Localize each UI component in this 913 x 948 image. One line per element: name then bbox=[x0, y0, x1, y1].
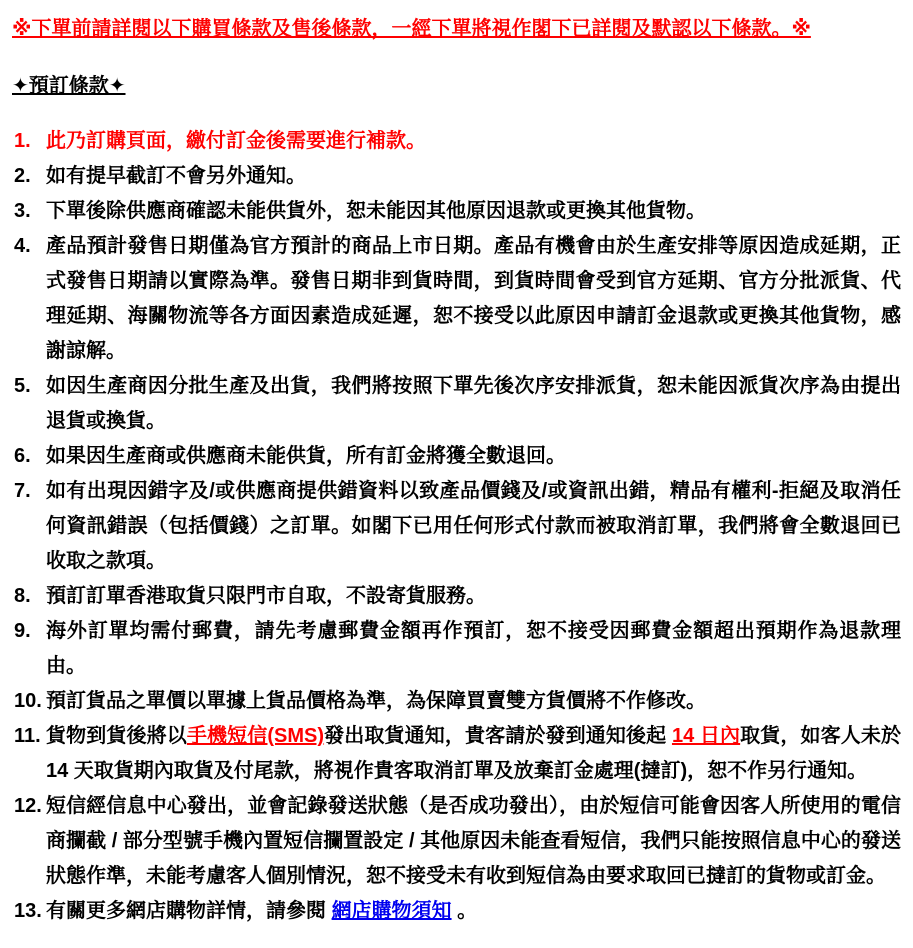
term-segment: 如果因生產商或供應商未能供貨，所有訂金將獲全數退回。 bbox=[46, 445, 566, 467]
term-segment: 如有出現因錯字及/或供應商提供錯資料以致產品價錢及/或資訊出錯，精品有權利-拒絕及取消任何資訊錯誤（包括價錢）之訂單。如閣下已用任何形式付款而被取消訂單，我們將會全數退回已收取之款項。 bbox=[46, 480, 901, 572]
term-number: 4. bbox=[14, 235, 31, 257]
term-text bbox=[46, 369, 903, 439]
term-item bbox=[12, 789, 903, 894]
term-number: 1. bbox=[14, 130, 31, 152]
term-segment: 如因生產商因分批生產及出貨，我們將按照下單先後次序安排派貨，恕未能因派貨次序為由提出退貨或換貨。 bbox=[46, 375, 901, 432]
term-text bbox=[46, 719, 903, 789]
purchase-terms-header: ※下單前請詳閱以下購買條款及售後條款，一經下單將視作閣下已詳閱及默認以下條款。※ bbox=[12, 18, 811, 40]
term-number: 2. bbox=[14, 165, 31, 187]
term-item bbox=[12, 894, 903, 929]
term-segment: 預訂貨品之單價以單據上貨品價格為準，為保障買賣雙方貨價將不作修改。 bbox=[46, 690, 706, 712]
term-segment: 預訂訂單香港取貨只限門市自取，不設寄貨服務。 bbox=[46, 585, 486, 607]
term-segment: 如有提早截訂不會另外通知。 bbox=[46, 165, 306, 187]
term-text bbox=[46, 684, 903, 719]
term-item bbox=[12, 369, 903, 439]
term-item bbox=[12, 719, 903, 789]
term-number: 8. bbox=[14, 585, 31, 607]
term-item bbox=[12, 124, 903, 159]
term-text bbox=[46, 474, 903, 579]
term-segment: 短信經信息中心發出，並會記錄發送狀態（是否成功發出），由於短信可能會因客人所使用的電信商攔截 / 部分型號手機內置短信攔置設定 / 其他原因未能查看短信，我們只能按照信息中心的發送狀態作準，未能考慮客人個別情況，恕不接受未有收到短信為由要求取回已撻訂的貨物或訂金。 bbox=[46, 795, 901, 887]
term-item bbox=[12, 229, 903, 369]
term-item bbox=[12, 614, 903, 684]
term-text bbox=[46, 124, 903, 159]
term-number: 9. bbox=[14, 620, 31, 642]
term-segment: 發出取貨通知，貴客請於發到通知後起 bbox=[324, 725, 672, 747]
term-text bbox=[46, 894, 903, 929]
term-item bbox=[12, 579, 903, 614]
term-text bbox=[46, 439, 903, 474]
term-item bbox=[12, 474, 903, 579]
term-number: 11. bbox=[14, 725, 41, 747]
terms-list bbox=[12, 124, 903, 929]
term-segment: 手機短信(SMS) bbox=[186, 725, 325, 747]
term-number: 7. bbox=[14, 480, 31, 502]
term-item bbox=[12, 439, 903, 474]
term-number: 10. bbox=[14, 690, 42, 712]
term-segment: 貨物到貨後將以 bbox=[46, 725, 187, 747]
term-text bbox=[46, 159, 903, 194]
term-number: 12. bbox=[14, 795, 42, 817]
term-segment: 取貨，如客人未於 14 天取貨期內取貨及付尾款，將視作貴客取消訂單及放棄訂金處理(撻訂)，恕不作另行通知。 bbox=[46, 725, 902, 782]
shop-guide-link[interactable]: 網店購物須知 bbox=[331, 900, 452, 922]
term-segment: 此乃訂購頁面，繳付訂金後需要進行補款。 bbox=[46, 130, 426, 152]
term-segment: 有關更多網店購物詳情，請參閱 bbox=[46, 900, 332, 922]
term-segment: 14 日內 bbox=[671, 725, 741, 747]
term-text bbox=[46, 614, 903, 684]
term-text bbox=[46, 229, 903, 369]
term-item bbox=[12, 159, 903, 194]
term-item bbox=[12, 684, 903, 719]
term-segment: 海外訂單均需付郵費，請先考慮郵費金額再作預訂，恕不接受因郵費金額超出預期作為退款理由。 bbox=[46, 620, 901, 677]
term-number: 6. bbox=[14, 445, 31, 467]
term-item bbox=[12, 194, 903, 229]
term-segment: 產品預計發售日期僅為官方預計的商品上市日期。產品有機會由於生產安排等原因造成延期，正式發售日期請以實際為準。發售日期非到貨時間，到貨時間會受到官方延期、官方分批派貨、代理延期、海關物流等各方面因素造成延遲，恕不接受以此原因申請訂金退款或更換其他貨物，感謝諒解。 bbox=[46, 235, 901, 362]
term-text bbox=[46, 194, 903, 229]
term-number: 13. bbox=[14, 900, 42, 922]
preorder-terms-section-title: ✦預訂條款✦ bbox=[12, 75, 126, 97]
term-text bbox=[46, 789, 903, 894]
term-text bbox=[46, 579, 903, 614]
term-segment: 下單後除供應商確認未能供貨外，恕未能因其他原因退款或更換其他貨物。 bbox=[46, 200, 706, 222]
term-number: 5. bbox=[14, 375, 31, 397]
term-number: 3. bbox=[14, 200, 31, 222]
term-segment: 。 bbox=[451, 900, 478, 922]
